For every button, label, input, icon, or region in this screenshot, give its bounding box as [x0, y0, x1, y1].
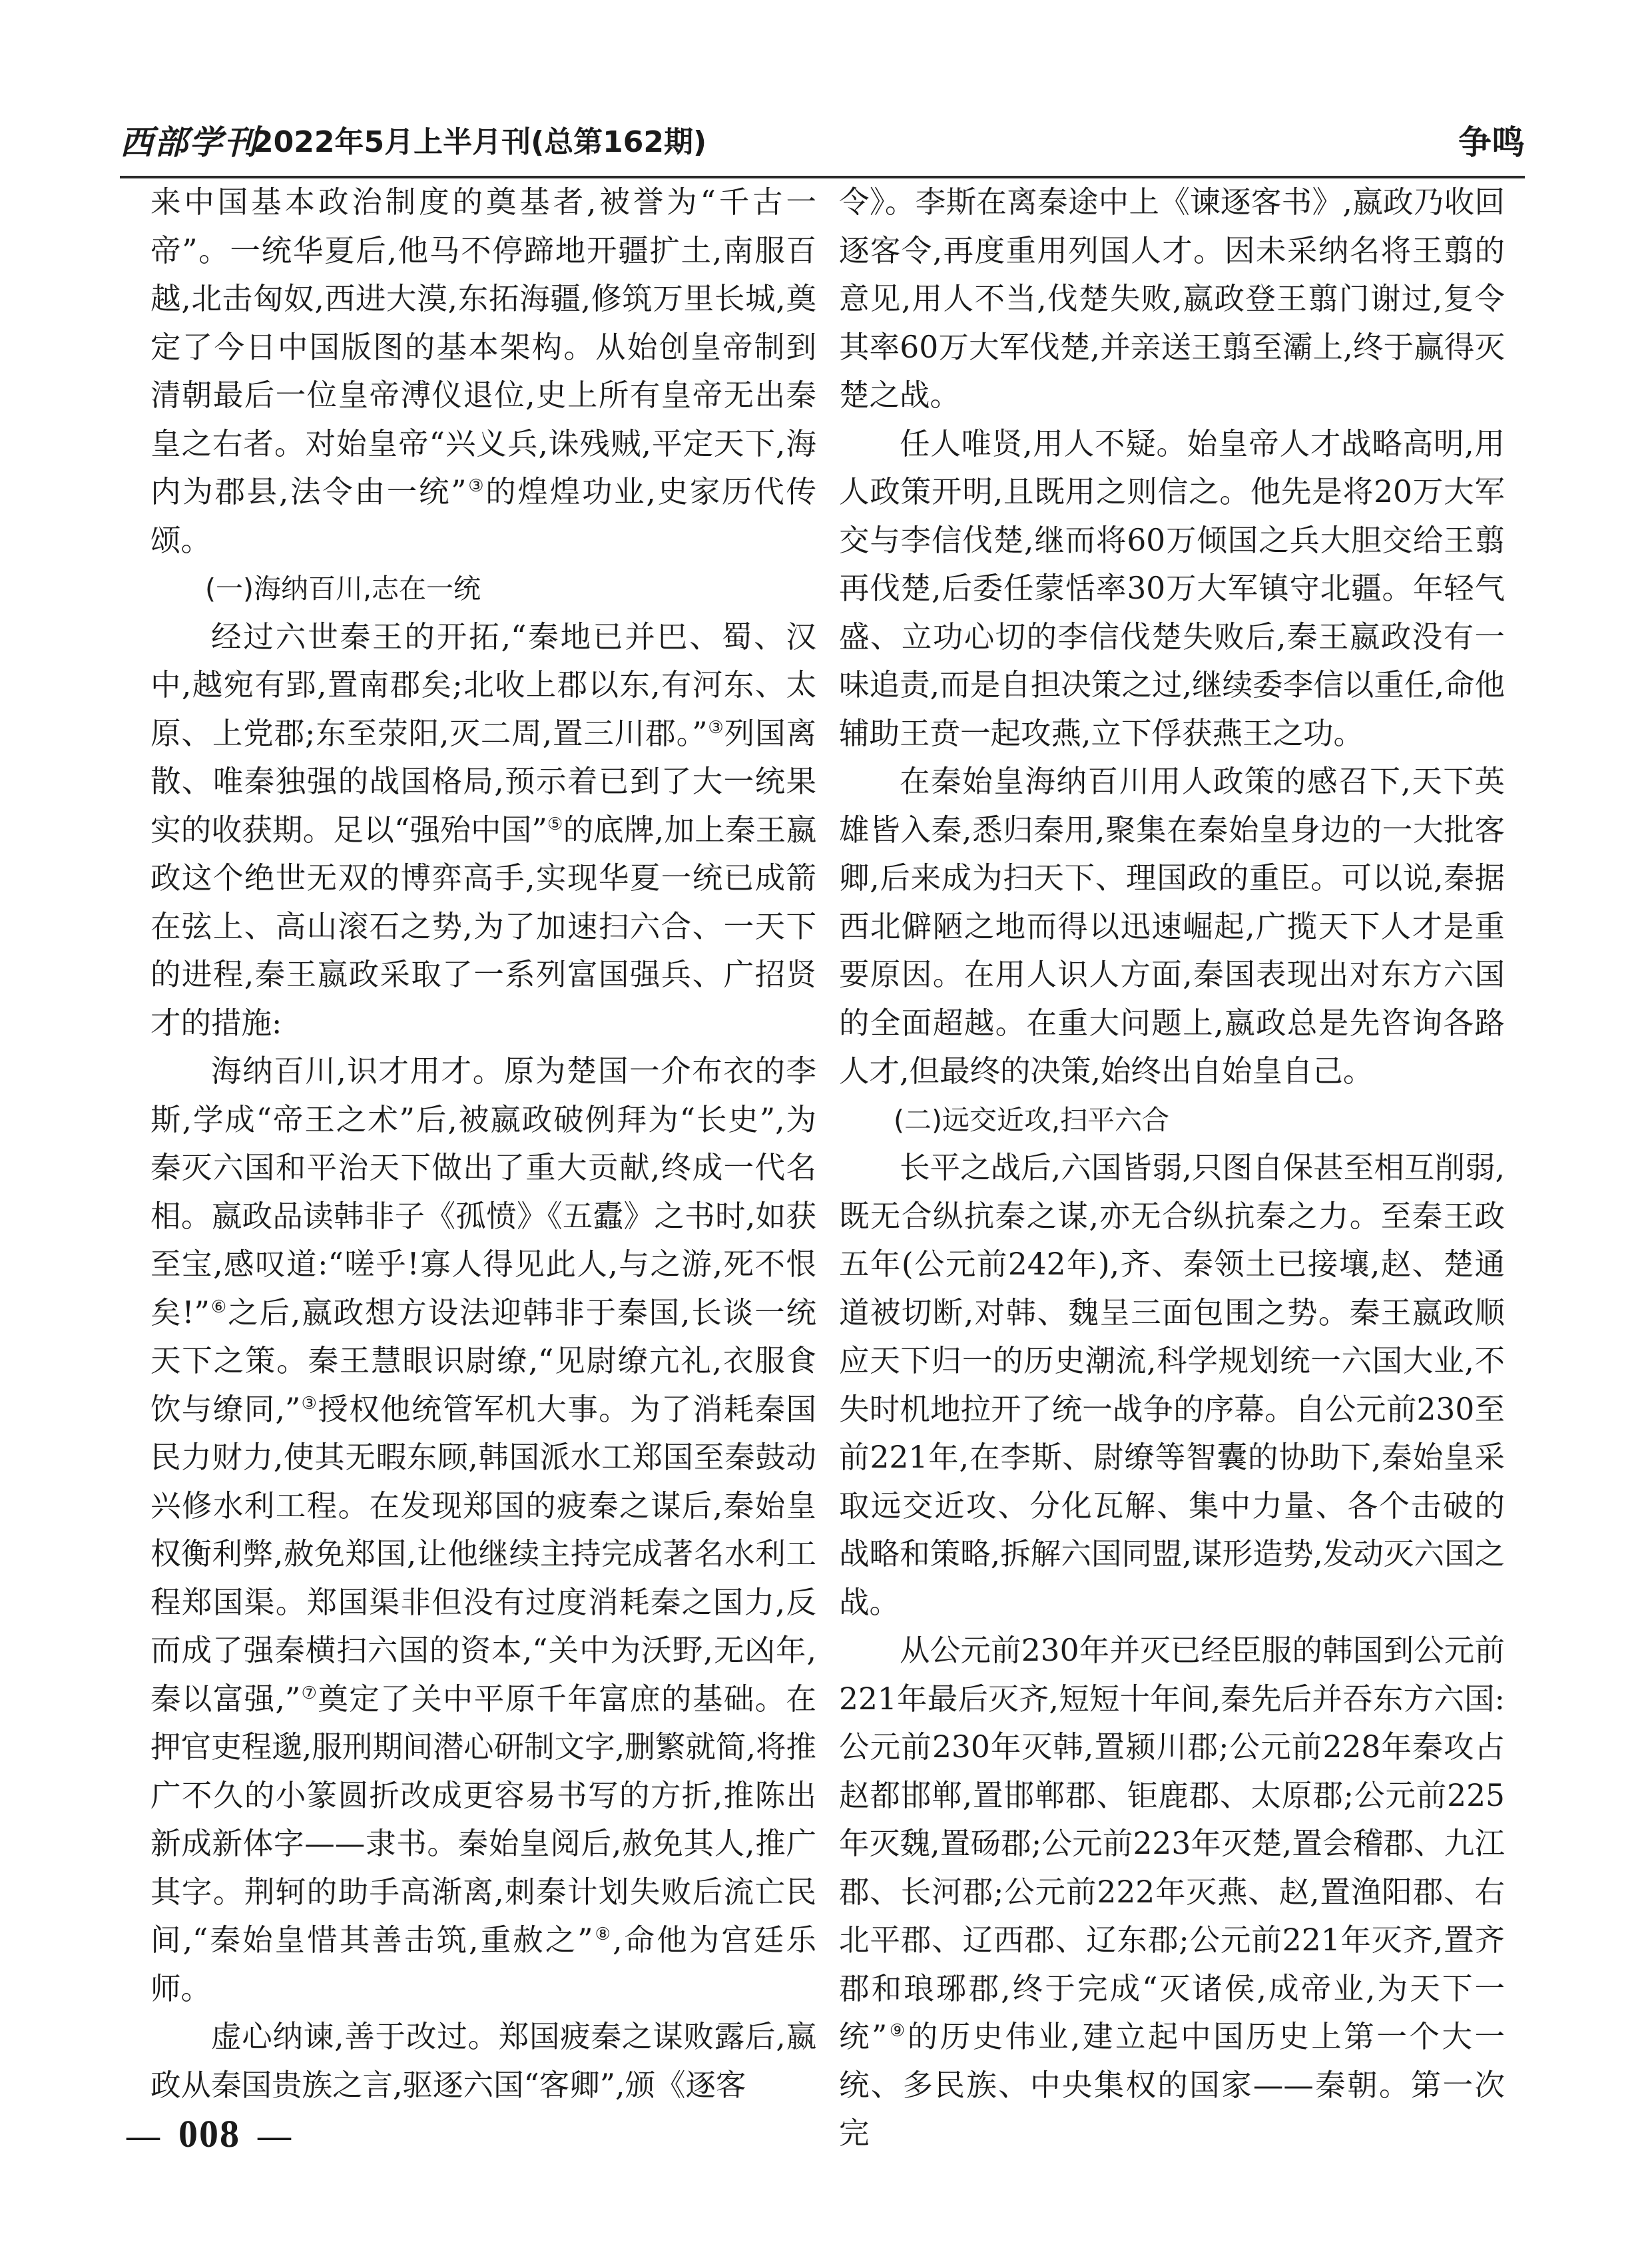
footnote-ref: ③ — [300, 1393, 318, 1414]
footer-dash-left: — — [127, 2117, 161, 2154]
paragraph-r5: 从公元前230年并灭已经臣服的韩国到公元前221年最后灭齐,短短十年间,秦先后并吞东方六国:公元前230年灭韩,置颍川郡;公元前228年秦攻占赵都邯郸,置邯郸郡、钜鹿郡、太原郡;公元前225年灭魏,置砀郡;公元前223年灭楚,置会稽郡、九江郡、长河郡;公元前222年灭燕、赵,置渔阳郡、右北平郡、辽西郡、辽东郡;公元前221年灭齐,置齐郡和琅琊郡,终于完成“灭诸侯,成帝业,为天下一统”⑨的历史伟业,建立起中国历史上第一个大一统、多民族、中央集权的国家——秦朝。第一次完 — [839, 1633, 1505, 2151]
section-tag: 争鸣 — [1458, 123, 1525, 162]
page-number: 008 — [178, 2112, 240, 2155]
paragraph-l3: 海纳百川,识才用才。原为楚国一介布衣的李斯,学成“帝王之术”后,被嬴政破例拜为“长史”,为秦灭六国和平治天下做出了重大贡献,终成一代名相。嬴政品读韩非子《孤愤》《五蠹》之书时,如获至宝,感叹道:“嗟乎!寡人得见此人,与之游,死不恨矣!”⑥之后,嬴政想方设法迎韩非于秦国,长谈一统天下之策。秦王慧眼识尉缭,“见尉缭亢礼,衣服食饮与缭同,”③授权他统管军机大事。为了消耗秦国民力财力,使其无暇东顾,韩国派水工郑国至秦鼓动兴修水利工程。在发现郑国的疲秦之谋后,秦始皇权衡利弊,赦免郑国,让他继续主持完成著名水利工程郑国渠。郑国渠非但没有过度消耗秦之国力,反而成了强秦横扫六国的资本,“关中为沃野,无凶年,秦以富强,”⑦奠定了关中平原千年富庶的基础。在押官吏程邈,服刑期间潜心研制文字,删繁就简,将推广不久的小篆圆折改成更容易书写的方折,推陈出新成新体字——隶书。秦始皇阅后,赦免其人,推广其字。荆轲的助手高渐离,刺秦计划失败后流亡民间,“秦始皇惜其善击筑,重赦之”⑧,命他为宫廷乐师。 — [150, 1053, 817, 2006]
paragraph-r2: 任人唯贤,用人不疑。始皇帝人才战略高明,用人政策开明,且既用之则信之。他先是将20万大军交与李信伐楚,继而将60万倾国之兵大胆交给王翦再伐楚,后委任蒙恬率30万大军镇守北疆。年轻气盛、立功心切的李信伐楚失败后,秦王嬴政没有一味追责,而是自担决策之过,继续委李信以重任,命他辅助王贲一起攻燕,立下俘获燕王之功。 — [839, 425, 1505, 751]
page-header — [120, 112, 1525, 178]
footnote-ref: ③ — [707, 717, 724, 738]
paragraph-l1: 来中国基本政治制度的奠基者,被誉为“千古一帝”。一统华夏后,他马不停蹄地开疆扩土,南服百越,北击匈奴,西进大漠,东拓海疆,修筑万里长城,奠定了今日中国版图的基本架构。从始创皇帝制到清朝最后一位皇帝溥仪退位,史上所有皇帝无出秦皇之右者。对始皇帝“兴义兵,诛残贼,平定天下,海内为郡县,法令由一统”③的煌煌功业,史家历代传颂。 — [150, 184, 816, 558]
left-column — [150, 178, 817, 2103]
footnote-ref: ⑨ — [887, 2020, 908, 2041]
paragraph-r3: 在秦始皇海纳百川用人政策的感召下,天下英雄皆入秦,悉归秦用,聚集在秦始皇身边的一大批客卿,后来成为扫天下、理国政的重臣。可以说,秦据西北僻陋之地而得以迅速崛起,广揽天下人才是重要原因。在用人识人方面,秦国表现出对东方六国的全面超越。在重大问题上,嬴政总是先咨询各路人才,但最终的决策,始终出自始皇自己。 — [839, 764, 1505, 1089]
section-heading-2: (二)远交近攻,扫平六合 — [894, 1103, 1170, 1136]
issue-info: 2022年5月上半月刊(总第162期) — [253, 125, 707, 159]
footnote-ref: ⑤ — [547, 814, 563, 834]
footnote-ref: ⑥ — [209, 1296, 228, 1317]
footer-dash-right: — — [258, 2117, 292, 2154]
paragraph-l4: 虚心纳谏,善于改过。郑国疲秦之谋败露后,嬴政从秦国贵族之言,驱逐六国“客卿”,颁《逐客 — [150, 2019, 816, 2103]
journal-logo: 西部学刊 — [120, 123, 258, 162]
paragraph-r1: 令》。李斯在离秦途中上《谏逐客书》,嬴政乃收回逐客令,再度重用列国人才。因未采纳名将王翦的意见,用人不当,伐楚失败,嬴政登王翦门谢过,复令其率60万大军伐楚,并亲送王翦至灞上,终于赢得灭楚之战。 — [839, 184, 1505, 413]
paragraph-l2: 经过六世秦王的开拓,“秦地已并巴、蜀、汉中,越宛有郢,置南郡矣;北收上郡以东,有河东、太原、上党郡;东至荥阳,灭二周,置三川郡。”③列国离散、唯秦独强的战国格局,预示着已到了大一统果实的收获期。足以“强殆中国”⑤的底牌,加上秦王嬴政这个绝世无双的博弈高手,实现华夏一统已成箭在弦上、高山滚石之势,为了加速扫六合、一天下的进程,秦王嬴政采取了一系列富国强兵、广招贤才的措施: — [150, 619, 817, 1041]
section-heading-1: (一)海纳百川,志在一统 — [205, 573, 481, 605]
paragraph-r4: 长平之战后,六国皆弱,只图自保甚至相互削弱,既无合纵抗秦之谋,亦无合纵抗秦之力。至秦王政五年(公元前242年),齐、秦领土已接壤,赵、楚通道被切断,对韩、魏呈三面包围之势。秦王嬴政顺应天下归一的历史潮流,科学规划统一六国大业,不失时机地拉开了统一战争的序幕。自公元前230至前221年,在李斯、尉缭等智囊的协助下,秦始皇采取远交近攻、分化瓦解、集中力量、各个击破的战略和策略,拆解六国同盟,谋形造势,发动灭六国之战。 — [839, 1150, 1505, 1620]
footnote-ref: ③ — [466, 475, 486, 496]
footnote-ref: ⑦ — [300, 1683, 318, 1703]
right-column — [839, 178, 1505, 2151]
footnote-ref: ⑧ — [593, 1924, 613, 1944]
page-footer — [127, 2111, 292, 2159]
